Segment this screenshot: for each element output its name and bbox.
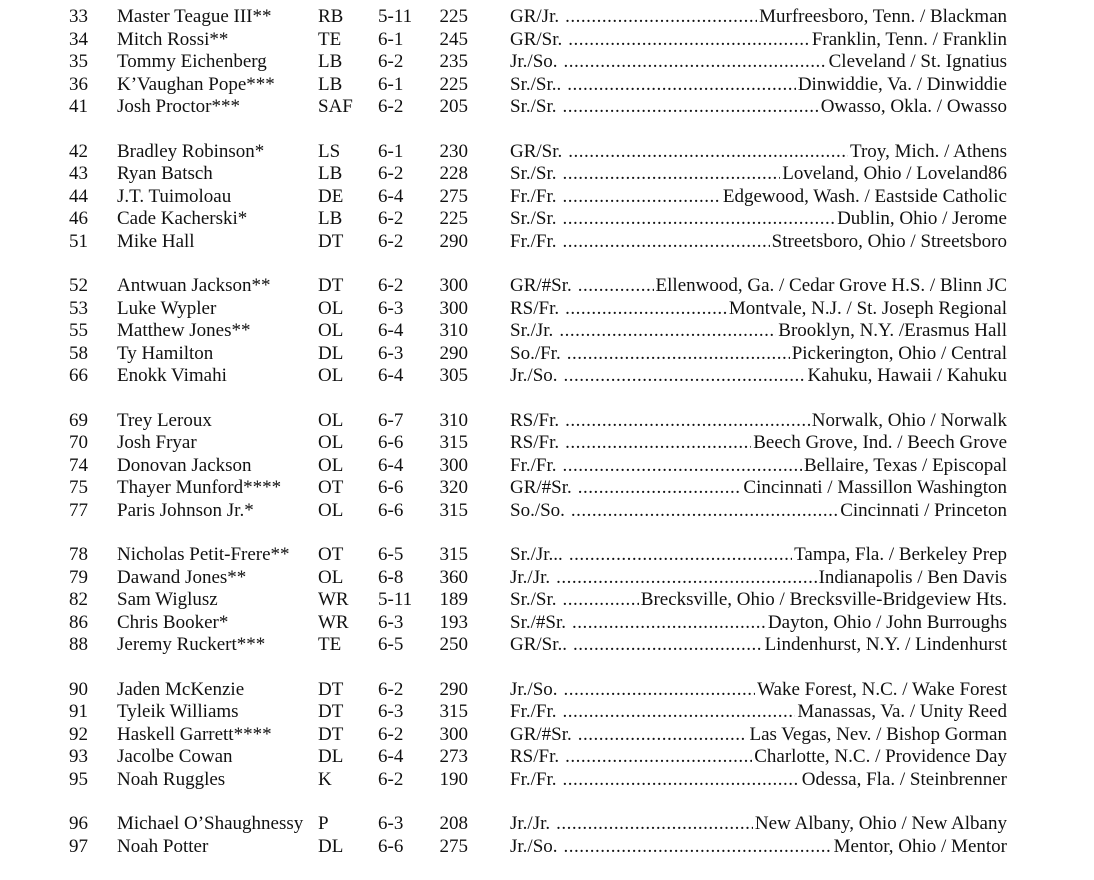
roster-row bbox=[0, 500, 1094, 523]
player-name: Josh Fryar bbox=[117, 432, 197, 453]
roster-row bbox=[0, 74, 1094, 97]
player-name: Josh Proctor*** bbox=[117, 96, 240, 117]
hometown-school: Cleveland / St. Ignatius bbox=[828, 51, 1007, 72]
class-year: GR/Sr. bbox=[510, 28, 563, 50]
jersey-number: 92 bbox=[69, 723, 88, 745]
jersey-number: 53 bbox=[69, 297, 88, 319]
height: 6-6 bbox=[378, 835, 404, 857]
position: WR bbox=[318, 611, 349, 633]
class-year: Sr./Sr.. bbox=[510, 73, 562, 95]
dot-leader bbox=[562, 96, 818, 119]
roster-group bbox=[0, 410, 1094, 523]
weight: 228 bbox=[439, 163, 468, 184]
class-year: GR/Jr. bbox=[510, 6, 560, 27]
player-name: Antwuan Jackson** bbox=[117, 275, 271, 296]
roster-row bbox=[0, 679, 1094, 702]
weight: 360 bbox=[439, 566, 468, 588]
weight: 225 bbox=[439, 6, 468, 27]
dot-leader bbox=[564, 51, 827, 74]
class-year: So./Fr. bbox=[510, 342, 561, 364]
player-name: J.T. Tuimoloau bbox=[117, 185, 232, 207]
height: 6-6 bbox=[378, 432, 404, 453]
dot-leader bbox=[562, 186, 720, 209]
height: 6-2 bbox=[378, 230, 404, 252]
position: DL bbox=[318, 342, 344, 364]
roster-row bbox=[0, 343, 1094, 366]
jersey-number: 35 bbox=[69, 51, 88, 72]
class-year: Sr./Sr. bbox=[510, 96, 557, 117]
hometown-school: Odessa, Fla. / Steinbrenner bbox=[801, 768, 1007, 790]
height: 6-7 bbox=[378, 409, 404, 431]
dot-leader bbox=[562, 769, 799, 792]
position: DT bbox=[318, 701, 344, 722]
dot-leader bbox=[569, 544, 792, 567]
dot-leader bbox=[568, 29, 810, 52]
height: 6-6 bbox=[378, 499, 404, 521]
dot-leader bbox=[578, 275, 654, 298]
weight: 275 bbox=[439, 835, 468, 857]
jersey-number: 51 bbox=[69, 230, 88, 252]
position: WR bbox=[318, 589, 349, 610]
hometown-school: Murfreesboro, Tenn. / Blackman bbox=[759, 6, 1007, 27]
weight: 245 bbox=[439, 28, 468, 50]
hometown-school: Wake Forest, N.C. / Wake Forest bbox=[757, 678, 1007, 700]
player-name: Jeremy Ruckert*** bbox=[117, 634, 266, 655]
player-name: Ryan Batsch bbox=[117, 163, 213, 184]
height: 6-8 bbox=[378, 566, 404, 588]
roster-row bbox=[0, 320, 1094, 343]
height: 6-2 bbox=[378, 768, 404, 790]
hometown-school: Franklin, Tenn. / Franklin bbox=[811, 28, 1007, 50]
weight: 190 bbox=[439, 768, 468, 790]
class-year: Sr./#Sr. bbox=[510, 611, 566, 633]
height: 6-2 bbox=[378, 163, 404, 184]
hometown-school: Bellaire, Texas / Episcopal bbox=[803, 454, 1007, 476]
jersey-number: 93 bbox=[69, 746, 88, 767]
dot-leader bbox=[567, 74, 796, 97]
hometown-school: Cincinnati / Princeton bbox=[840, 499, 1007, 521]
roster-row bbox=[0, 544, 1094, 567]
class-year: Jr./Jr. bbox=[510, 566, 551, 588]
weight: 310 bbox=[439, 320, 468, 341]
position: OL bbox=[318, 499, 344, 521]
class-year: Fr./Fr. bbox=[510, 230, 557, 252]
hometown-school: Ellenwood, Ga. / Cedar Grove H.S. / Blinn JC bbox=[655, 275, 1007, 296]
weight: 225 bbox=[439, 73, 468, 95]
height: 5-11 bbox=[378, 6, 413, 27]
class-year: Jr./So. bbox=[510, 365, 558, 386]
jersey-number: 36 bbox=[69, 73, 88, 95]
height: 6-3 bbox=[378, 813, 404, 834]
jersey-number: 66 bbox=[69, 365, 88, 386]
roster-row bbox=[0, 589, 1094, 612]
height: 6-1 bbox=[378, 140, 404, 162]
hometown-school: Owasso, Okla. / Owasso bbox=[820, 96, 1007, 117]
class-year: Jr./So. bbox=[510, 678, 558, 700]
class-year: Fr./Fr. bbox=[510, 185, 557, 207]
roster-row bbox=[0, 769, 1094, 792]
jersey-number: 52 bbox=[69, 275, 88, 296]
hometown-school: Brecksville, Ohio / Brecksville-Bridgeview Hts. bbox=[640, 589, 1007, 610]
player-name: Bradley Robinson* bbox=[117, 140, 265, 162]
player-name: Michael O’Shaughnessy bbox=[117, 813, 304, 834]
player-name: Thayer Munford**** bbox=[117, 477, 282, 498]
class-year: GR/Sr. bbox=[510, 140, 563, 162]
class-year: RS/Fr. bbox=[510, 746, 560, 767]
weight: 310 bbox=[439, 409, 468, 431]
class-year: Jr./So. bbox=[510, 835, 558, 857]
dot-leader bbox=[556, 567, 816, 590]
dot-leader bbox=[568, 141, 848, 164]
weight: 300 bbox=[439, 723, 468, 745]
position: OL bbox=[318, 320, 344, 341]
roster-table bbox=[0, 6, 1094, 880]
height: 6-3 bbox=[378, 297, 404, 319]
jersey-number: 75 bbox=[69, 477, 88, 498]
height: 6-4 bbox=[378, 746, 404, 767]
jersey-number: 90 bbox=[69, 678, 88, 700]
roster-row bbox=[0, 634, 1094, 657]
hometown-school: Streetsboro, Ohio / Streetsboro bbox=[771, 230, 1007, 252]
hometown-school: Manassas, Va. / Unity Reed bbox=[797, 701, 1007, 722]
weight: 193 bbox=[439, 611, 468, 633]
position: OL bbox=[318, 297, 344, 319]
position: DT bbox=[318, 230, 344, 252]
position: DT bbox=[318, 275, 344, 296]
dot-leader bbox=[562, 589, 638, 612]
height: 6-4 bbox=[378, 320, 404, 341]
roster-row bbox=[0, 6, 1094, 29]
weight: 208 bbox=[439, 813, 468, 834]
height: 6-2 bbox=[378, 723, 404, 745]
hometown-school: Tampa, Fla. / Berkeley Prep bbox=[794, 544, 1007, 565]
roster-group bbox=[0, 141, 1094, 254]
height: 6-2 bbox=[378, 275, 404, 296]
jersey-number: 86 bbox=[69, 611, 88, 633]
weight: 205 bbox=[439, 96, 468, 117]
class-year: Sr./Jr... bbox=[510, 544, 563, 565]
roster-row bbox=[0, 746, 1094, 769]
player-name: Sam Wiglusz bbox=[117, 589, 218, 610]
position: TE bbox=[318, 634, 342, 655]
player-name: Donovan Jackson bbox=[117, 454, 252, 476]
dot-leader bbox=[565, 410, 810, 433]
position: OT bbox=[318, 477, 344, 498]
hometown-school: Brooklyn, N.Y. /Erasmus Hall bbox=[778, 320, 1007, 341]
class-year: GR/#Sr. bbox=[510, 477, 572, 498]
height: 6-2 bbox=[378, 51, 404, 72]
weight: 250 bbox=[439, 634, 468, 655]
position: OL bbox=[318, 409, 344, 431]
position: LB bbox=[318, 163, 343, 184]
class-year: Sr./Sr. bbox=[510, 208, 557, 229]
height: 6-5 bbox=[378, 544, 404, 565]
player-name: Chris Booker* bbox=[117, 611, 229, 633]
hometown-school: Mentor, Ohio / Mentor bbox=[833, 835, 1007, 857]
roster-row bbox=[0, 96, 1094, 119]
roster-row bbox=[0, 477, 1094, 500]
player-name: Trey Leroux bbox=[117, 409, 212, 431]
hometown-school: Dayton, Ohio / John Burroughs bbox=[767, 611, 1007, 633]
dot-leader bbox=[567, 343, 790, 366]
height: 6-1 bbox=[378, 73, 404, 95]
roster-row bbox=[0, 455, 1094, 478]
class-year: Fr./Fr. bbox=[510, 454, 557, 476]
dot-leader bbox=[562, 701, 795, 724]
weight: 300 bbox=[439, 297, 468, 319]
player-name: Haskell Garrett**** bbox=[117, 723, 272, 745]
weight: 235 bbox=[439, 51, 468, 72]
height: 6-5 bbox=[378, 634, 404, 655]
roster-row bbox=[0, 813, 1094, 836]
jersey-number: 44 bbox=[69, 185, 88, 207]
height: 6-6 bbox=[378, 477, 404, 498]
weight: 290 bbox=[439, 230, 468, 252]
player-name: Jaden McKenzie bbox=[117, 678, 245, 700]
player-name: K’Vaughan Pope*** bbox=[117, 73, 275, 95]
hometown-school: New Albany, Ohio / New Albany bbox=[754, 813, 1007, 834]
roster-group bbox=[0, 679, 1094, 792]
hometown-school: Norwalk, Ohio / Norwalk bbox=[811, 409, 1007, 431]
roster-row bbox=[0, 567, 1094, 590]
roster-row bbox=[0, 724, 1094, 747]
class-year: RS/Fr. bbox=[510, 409, 560, 431]
hometown-school: Edgewood, Wash. / Eastside Catholic bbox=[722, 185, 1007, 207]
height: 6-3 bbox=[378, 701, 404, 722]
dot-leader bbox=[565, 746, 752, 769]
hometown-school: Charlotte, N.C. / Providence Day bbox=[754, 746, 1007, 767]
hometown-school: Loveland, Ohio / Loveland86 bbox=[782, 163, 1007, 184]
class-year: Fr./Fr. bbox=[510, 768, 557, 790]
position: SAF bbox=[318, 96, 353, 117]
player-name: Mike Hall bbox=[117, 230, 195, 252]
dot-leader bbox=[564, 365, 806, 388]
player-name: Luke Wypler bbox=[117, 297, 217, 319]
height: 6-2 bbox=[378, 208, 404, 229]
hometown-school: Montvale, N.J. / St. Joseph Regional bbox=[728, 297, 1007, 319]
roster-group bbox=[0, 275, 1094, 388]
roster-row bbox=[0, 432, 1094, 455]
roster-row bbox=[0, 51, 1094, 74]
position: OL bbox=[318, 432, 344, 453]
dot-leader bbox=[562, 455, 801, 478]
position: LB bbox=[318, 73, 343, 95]
class-year: RS/Fr. bbox=[510, 432, 560, 453]
hometown-school: Dinwiddie, Va. / Dinwiddie bbox=[797, 73, 1007, 95]
dot-leader bbox=[564, 679, 756, 702]
class-year: GR/Sr.. bbox=[510, 634, 568, 655]
roster-row bbox=[0, 365, 1094, 388]
dot-leader bbox=[578, 477, 742, 500]
dot-leader bbox=[562, 231, 769, 254]
weight: 320 bbox=[439, 477, 468, 498]
position: LB bbox=[318, 208, 343, 229]
class-year: GR/#Sr. bbox=[510, 723, 572, 745]
player-name: Tommy Eichenberg bbox=[117, 51, 267, 72]
position: LB bbox=[318, 51, 343, 72]
roster-row bbox=[0, 208, 1094, 231]
weight: 315 bbox=[439, 544, 468, 565]
hometown-school: Lindenhurst, N.Y. / Lindenhurst bbox=[764, 634, 1007, 655]
player-name: Noah Potter bbox=[117, 835, 209, 857]
weight: 275 bbox=[439, 185, 468, 207]
height: 6-4 bbox=[378, 185, 404, 207]
jersey-number: 88 bbox=[69, 634, 88, 655]
player-name: Paris Johnson Jr.* bbox=[117, 499, 254, 521]
weight: 225 bbox=[439, 208, 468, 229]
position: DT bbox=[318, 678, 344, 700]
class-year: RS/Fr. bbox=[510, 297, 560, 319]
hometown-school: Cincinnati / Massillon Washington bbox=[743, 477, 1007, 498]
position: TE bbox=[318, 28, 342, 50]
hometown-school: Troy, Mich. / Athens bbox=[850, 140, 1007, 162]
position: OT bbox=[318, 544, 344, 565]
dot-leader bbox=[572, 612, 766, 635]
weight: 300 bbox=[439, 275, 468, 296]
roster-row bbox=[0, 186, 1094, 209]
dot-leader bbox=[565, 432, 751, 455]
jersey-number: 95 bbox=[69, 768, 88, 790]
player-name: Enokk Vimahi bbox=[117, 365, 227, 386]
jersey-number: 74 bbox=[69, 454, 88, 476]
weight: 300 bbox=[439, 454, 468, 476]
jersey-number: 46 bbox=[69, 208, 88, 229]
height: 6-4 bbox=[378, 365, 404, 386]
position: K bbox=[318, 768, 332, 790]
height: 6-1 bbox=[378, 28, 404, 50]
position: DL bbox=[318, 835, 344, 857]
player-name: Ty Hamilton bbox=[117, 342, 214, 364]
class-year: Jr./So. bbox=[510, 51, 558, 72]
weight: 290 bbox=[439, 678, 468, 700]
position: LS bbox=[318, 140, 341, 162]
dot-leader bbox=[565, 6, 757, 29]
height: 6-2 bbox=[378, 96, 404, 117]
roster-group bbox=[0, 544, 1094, 657]
roster-row bbox=[0, 275, 1094, 298]
jersey-number: 41 bbox=[69, 96, 88, 117]
jersey-number: 79 bbox=[69, 566, 88, 588]
player-name: Master Teague III** bbox=[117, 6, 272, 27]
player-name: Dawand Jones** bbox=[117, 566, 247, 588]
jersey-number: 96 bbox=[69, 813, 88, 834]
weight: 230 bbox=[439, 140, 468, 162]
roster-group bbox=[0, 6, 1094, 119]
dot-leader bbox=[571, 500, 838, 523]
hometown-school: Las Vegas, Nev. / Bishop Gorman bbox=[749, 723, 1007, 745]
dot-leader bbox=[562, 208, 835, 231]
jersey-number: 34 bbox=[69, 28, 88, 50]
player-name: Jacolbe Cowan bbox=[117, 746, 233, 767]
jersey-number: 55 bbox=[69, 320, 88, 341]
jersey-number: 78 bbox=[69, 544, 88, 565]
player-name: Mitch Rossi** bbox=[117, 28, 229, 50]
height: 6-3 bbox=[378, 611, 404, 633]
hometown-school: Pickerington, Ohio / Central bbox=[791, 342, 1007, 364]
dot-leader bbox=[559, 320, 776, 343]
roster-row bbox=[0, 231, 1094, 254]
weight: 315 bbox=[439, 499, 468, 521]
height: 5-11 bbox=[378, 589, 413, 610]
weight: 273 bbox=[439, 746, 468, 767]
jersey-number: 58 bbox=[69, 342, 88, 364]
weight: 315 bbox=[439, 701, 468, 722]
roster-row bbox=[0, 701, 1094, 724]
dot-leader bbox=[564, 836, 832, 859]
dot-leader bbox=[578, 724, 748, 747]
dot-leader bbox=[562, 163, 780, 186]
player-name: Tyleik Williams bbox=[117, 701, 239, 722]
jersey-number: 33 bbox=[69, 6, 88, 27]
dot-leader bbox=[573, 634, 763, 657]
position: OL bbox=[318, 566, 344, 588]
roster-row bbox=[0, 612, 1094, 635]
weight: 189 bbox=[439, 589, 468, 610]
jersey-number: 42 bbox=[69, 140, 88, 162]
jersey-number: 70 bbox=[69, 432, 88, 453]
roster-row bbox=[0, 298, 1094, 321]
player-name: Matthew Jones** bbox=[117, 320, 251, 341]
dot-leader bbox=[556, 813, 753, 836]
player-name: Nicholas Petit-Frere** bbox=[117, 544, 290, 565]
player-name: Noah Ruggles bbox=[117, 768, 226, 790]
class-year: So./So. bbox=[510, 499, 565, 521]
class-year: GR/#Sr. bbox=[510, 275, 572, 296]
weight: 315 bbox=[439, 432, 468, 453]
position: DL bbox=[318, 746, 344, 767]
hometown-school: Indianapolis / Ben Davis bbox=[818, 566, 1007, 588]
height: 6-4 bbox=[378, 454, 404, 476]
position: DE bbox=[318, 185, 344, 207]
weight: 305 bbox=[439, 365, 468, 386]
class-year: Sr./Sr. bbox=[510, 589, 557, 610]
player-name: Cade Kacherski* bbox=[117, 208, 248, 229]
jersey-number: 43 bbox=[69, 163, 88, 184]
height: 6-2 bbox=[378, 678, 404, 700]
weight: 290 bbox=[439, 342, 468, 364]
position: RB bbox=[318, 6, 344, 27]
jersey-number: 91 bbox=[69, 701, 88, 722]
roster-group bbox=[0, 813, 1094, 858]
class-year: Sr./Sr. bbox=[510, 163, 557, 184]
roster-row bbox=[0, 410, 1094, 433]
jersey-number: 69 bbox=[69, 409, 88, 431]
jersey-number: 77 bbox=[69, 499, 88, 521]
roster-row bbox=[0, 141, 1094, 164]
class-year: Fr./Fr. bbox=[510, 701, 557, 722]
class-year: Jr./Jr. bbox=[510, 813, 551, 834]
jersey-number: 82 bbox=[69, 589, 88, 610]
hometown-school: Beech Grove, Ind. / Beech Grove bbox=[753, 432, 1007, 453]
position: P bbox=[318, 813, 329, 834]
hometown-school: Dublin, Ohio / Jerome bbox=[837, 208, 1007, 229]
roster-row bbox=[0, 29, 1094, 52]
jersey-number: 97 bbox=[69, 835, 88, 857]
position: DT bbox=[318, 723, 344, 745]
dot-leader bbox=[565, 298, 727, 321]
position: OL bbox=[318, 365, 344, 386]
class-year: Sr./Jr. bbox=[510, 320, 554, 341]
hometown-school: Kahuku, Hawaii / Kahuku bbox=[807, 365, 1007, 386]
height: 6-3 bbox=[378, 342, 404, 364]
roster-row bbox=[0, 836, 1094, 859]
roster-row bbox=[0, 163, 1094, 186]
position: OL bbox=[318, 454, 344, 476]
